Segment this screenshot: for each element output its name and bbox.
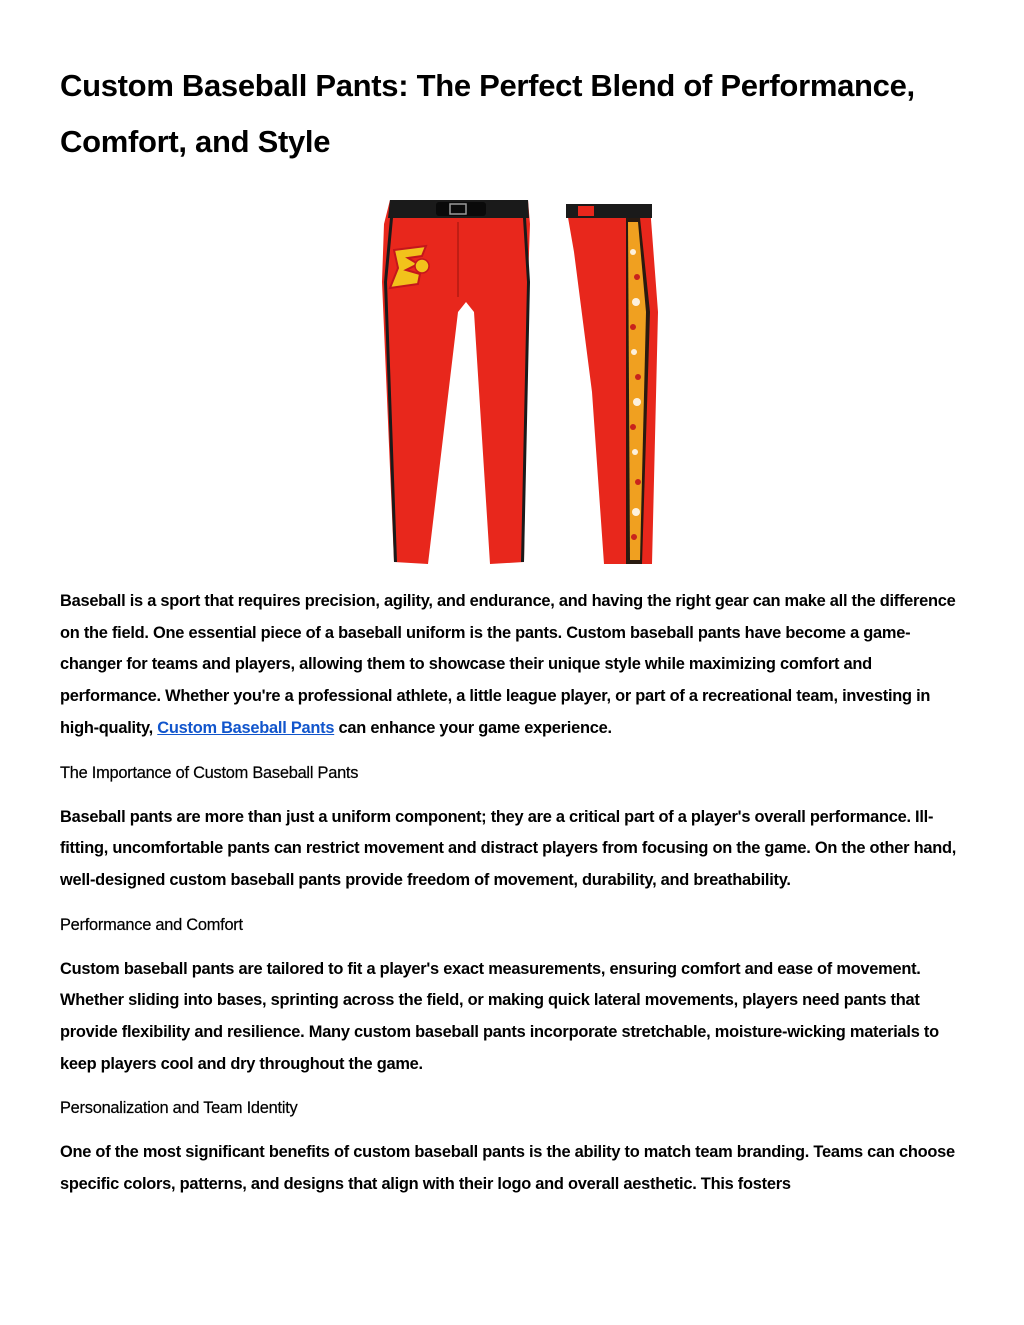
section-body-importance: Baseball pants are more than just a uniform component; they are a critical part of a player's overall performance. Ill-fitting, uncomfortable pants can restrict movement and distract players from focusing on the game. On the other hand, well-designed custom baseball pants provide freedom of movement, durability, and breathability. <box>60 807 957 889</box>
section-heading-performance: Performance and Comfort <box>60 915 243 934</box>
product-image <box>378 192 668 570</box>
intro-text: Baseball is a sport that requires precision, agility, and endurance, and having the right gear can make all the difference on the field. One essential piece of a baseball uniform is the pants. Custom baseball pants have become a game-changer for teams and players, allowing them to showcase their unique style while maximizing comfort and performance. Whether you're a professional athlete, a little league player, or part of a recreational team, investing in high-quality, <box>60 592 956 737</box>
baseball-pants-illustration <box>378 192 668 570</box>
article-body <box>60 586 965 1214</box>
intro-text-end: can enhance your game experience. <box>338 718 612 737</box>
page-title: Custom Baseball Pants: The Perfect Blend of Performance, Comfort, and Style <box>60 68 915 159</box>
section-heading-personalization: Personalization and Team Identity <box>60 1099 298 1118</box>
front-pant <box>382 200 530 564</box>
custom-baseball-pants-link[interactable]: Custom Baseball Pants <box>157 718 335 737</box>
section-heading-importance: The Importance of Custom Baseball Pants <box>60 763 359 782</box>
side-pant <box>566 204 658 564</box>
section-body-performance: Custom baseball pants are tailored to fit a player's exact measurements, ensuring comfort and ease of movement. Whether sliding into bases, sprinting across the field, or making quick lateral movements, players need pants that provide flexibility and resilience. Many custom baseball pants incorporate stretchable, moisture-wicking materials to keep players cool and dry throughout the game. <box>60 959 939 1073</box>
section-body-personalization: One of the most significant benefits of custom baseball pants is the ability to match team branding. Teams can choose specific colors, patterns, and designs that align with their logo and overall aesthetic. This fosters <box>60 1143 955 1194</box>
intro-paragraph <box>60 586 965 745</box>
